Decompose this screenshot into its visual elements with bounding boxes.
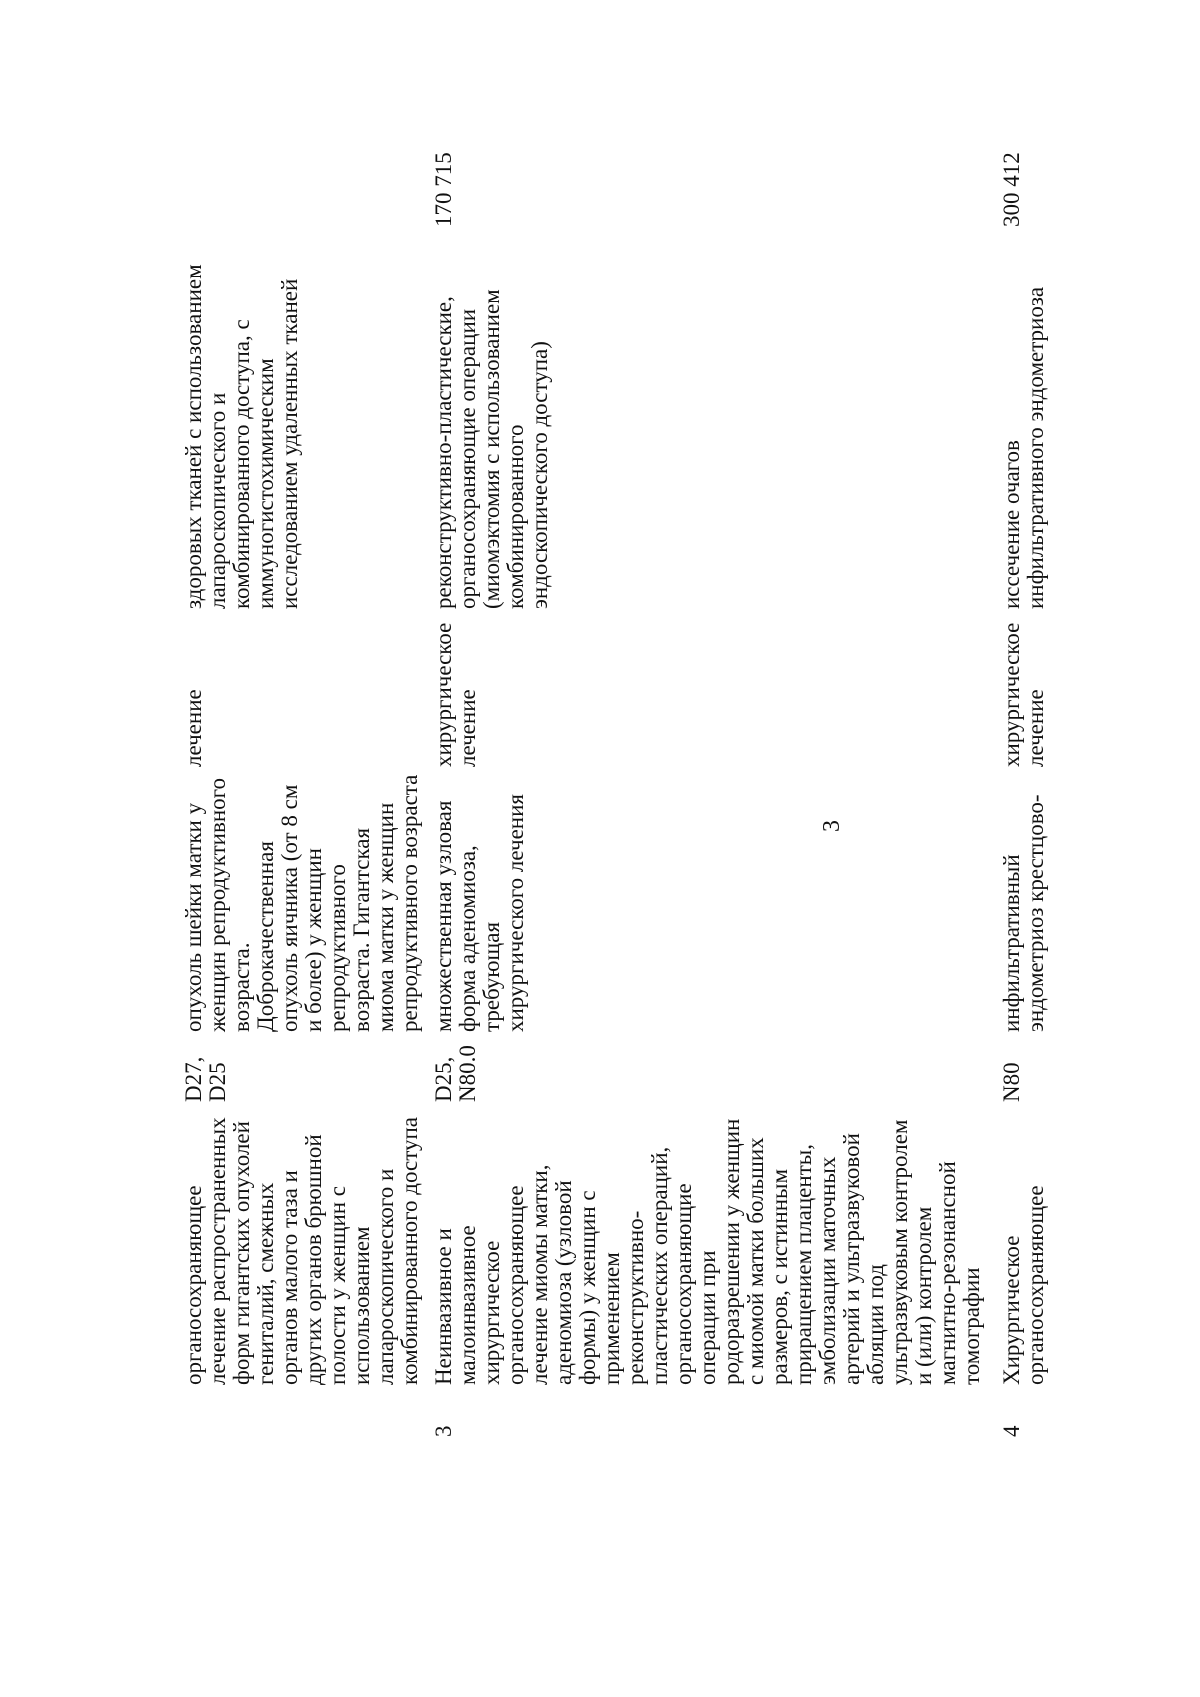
row-2-method: реконструктивно-пластические, органосохраняющие операции (миомэктомия с использованием комбинированного эндоскопического доступа) <box>431 289 552 609</box>
row-2-number: 3 <box>431 1425 456 1437</box>
row-3-cost: 300 412 <box>999 152 1024 227</box>
row-2-model: множественная узловая форма аденомиоза, требующая хирургического лечения <box>431 793 528 1032</box>
row-1-codes: D27, D25 <box>181 1056 230 1102</box>
page-number: 3 <box>819 820 845 832</box>
row-3-treatment: хирургическое лечение <box>999 622 1048 767</box>
row-2-codes: D25, N80.0 <box>431 1045 480 1102</box>
row-3-name: Хирургическое органосохраняющее <box>999 1185 1048 1385</box>
row-2-cost: 170 715 <box>431 152 456 227</box>
row-3-codes: N80 <box>999 1062 1024 1102</box>
row-3-model: инфильтративный эндометриоз крестцово- <box>999 794 1048 1032</box>
row-3-number: 4 <box>999 1425 1024 1437</box>
row-1-model: опухоль шейки матки у женщин репродуктивного возраста. Доброкачественная опухоль яичника (от 8 см и более) у женщин репродуктивного возраста. Гигантская миома матки у женщин репродуктивного возраста <box>181 774 422 1032</box>
row-1-method: здоровых тканей с использованием лапароскопического и комбинированного доступа, с иммуногистохимическим исследованием удаленных тканей <box>181 264 302 609</box>
row-1-name: органосохраняющее лечение распространенных форм гигантских опухолей гениталий, смежных органов малого таза и других органов брюшной полости у женщин с использованием лапароскопического и комбинированного доступа <box>181 1117 422 1385</box>
row-2-treatment: хирургическое лечение <box>431 622 480 767</box>
row-2-name: Неинвазивное и малоинвазивное хирургическое органосохраняющее лечение миомы матки, аденомиоза (узловой формы) у женщин с применением реконструктивно- пластических операций, органосохраняющие операции при родоразрешении у женщин с миомой матки больших размеров, с истинным приращением плаценты, эмболизации маточных артерий и ультразвуковой абляции под ультразвуковым контролем и (или) контролем магнитно-резонансной томографии <box>431 1118 984 1385</box>
row-1-treatment: лечение <box>181 689 206 767</box>
row-3-method: иссечение очагов инфильтративного эндометриоза <box>999 286 1048 609</box>
